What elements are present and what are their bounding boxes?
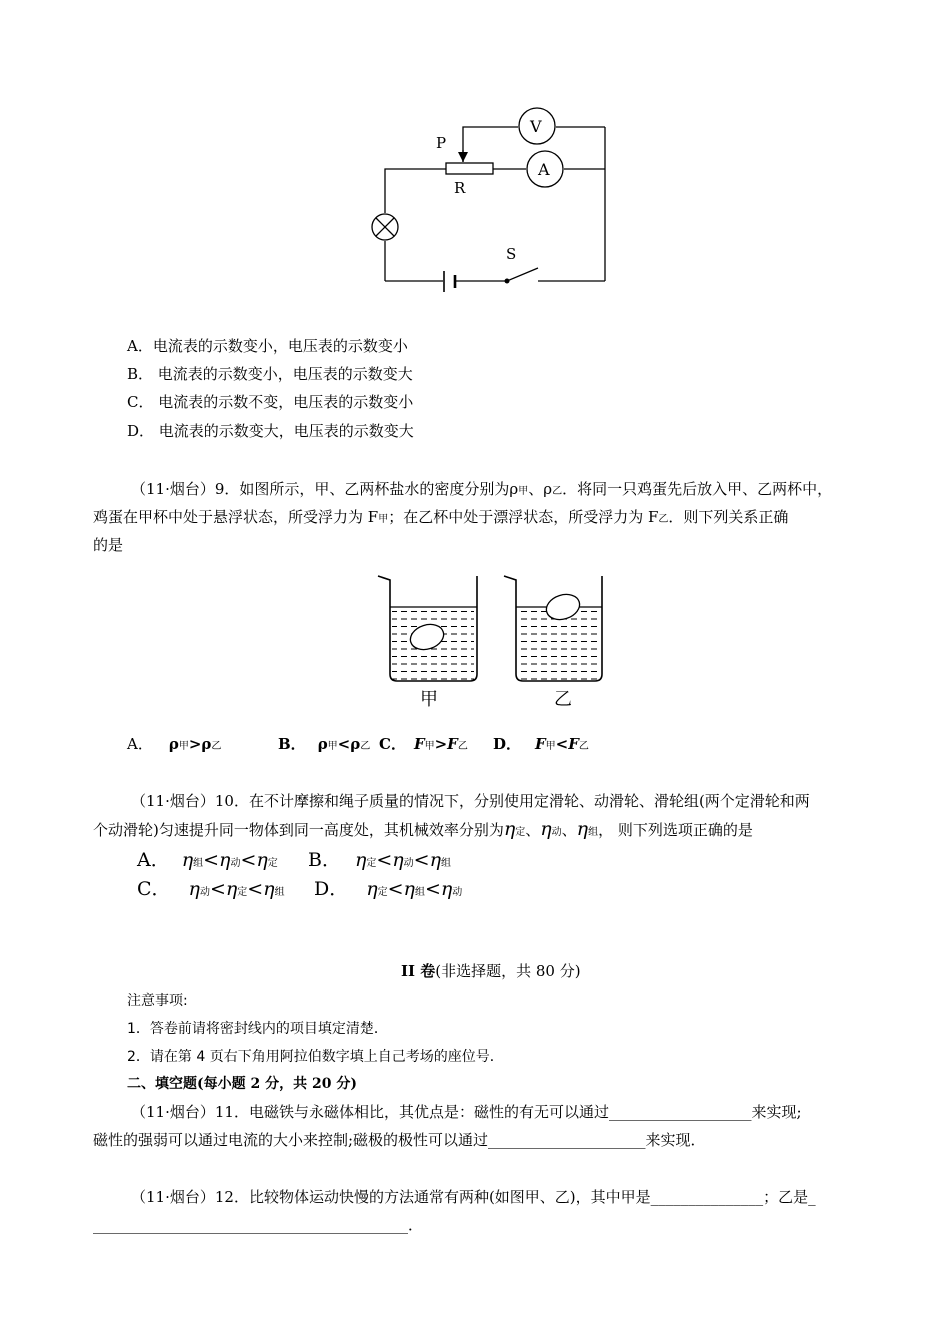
- notice-heading: 注意事项:: [127, 993, 188, 1009]
- q10-option-d: D． η定<η组<η动: [314, 878, 463, 900]
- circuit-diagram: [360, 100, 620, 300]
- q10-option-c: C． η动<η定<η组: [137, 878, 285, 900]
- q8-option-a: A．电流表的示数变小，电压表的示数变小: [127, 337, 408, 355]
- beaker-yi: [504, 576, 602, 681]
- part2-title: II 卷(非选择题，共 80 分): [401, 962, 581, 980]
- notice-item-2: 2．请在第 4 页右下角用阿拉伯数字填上自己考场的座位号．: [127, 1049, 504, 1065]
- q11-line1: （11·烟台）11．电磁铁与永磁体相比，其优点是：磁性的有无可以通过___________________来实现;: [131, 1103, 802, 1121]
- q12-line2: __________________________________________．: [93, 1216, 424, 1234]
- q10-line1: （11·烟台）10．在不计摩擦和绳子质量的情况下，分别使用定滑轮、动滑轮、滑轮组(两个定滑轮和两: [131, 792, 810, 810]
- q12-line1: （11·烟台）12．比较物体运动快慢的方法通常有两种(如图甲、乙)，其中甲是_______________；乙是_: [131, 1188, 816, 1206]
- q8-option-d: D． 电流表的示数变大，电压表的示数变大: [127, 422, 414, 440]
- label-p: P: [436, 134, 447, 152]
- q9-option-c: C． F甲>F乙: [379, 735, 468, 753]
- beaker-diagram: [370, 570, 615, 715]
- label-r: R: [454, 179, 466, 197]
- q11-line2: 磁性的强弱可以通过电流的大小来控制;磁极的极性可以通过_____________________来实现．: [93, 1131, 706, 1149]
- q9-option-b: B． ρ甲<ρ乙: [278, 735, 371, 753]
- q8-option-b: B． 电流表的示数变小，电压表的示数变大: [127, 365, 413, 383]
- q9-line1: （11·烟台）9．如图所示，甲、乙两杯盐水的密度分别为ρ甲、ρ乙．将同一只鸡蛋先后放入甲、乙两杯中，: [131, 480, 833, 498]
- q8-option-c: C． 电流表的示数不变，电压表的示数变小: [127, 393, 414, 411]
- notice-item-1: 1．答卷前请将密封线内的项目填定清楚．: [127, 1021, 388, 1037]
- q10-option-b: B． η定<η动<η组: [308, 849, 451, 871]
- section-heading: 二、填空题(每小题 2 分，共 20 分): [127, 1076, 357, 1092]
- q9-option-d: D． F甲<F乙: [493, 735, 589, 753]
- q9-line2: 鸡蛋在甲杯中处于悬浮状态，所受浮力为 F甲；在乙杯中处于漂浮状态，所受浮力为 F乙．则下列关系正确: [93, 508, 789, 526]
- label-s: S: [506, 245, 517, 263]
- q9-option-a: A． ρ甲>ρ乙: [127, 735, 222, 753]
- q10-line2: 个动滑轮)匀速提升同一物体到同一高度处，其机械效率分别为η定、η动、η组， 则下列选项正确的是: [93, 818, 753, 840]
- label-v: V: [530, 117, 542, 136]
- q9-line3: 的是: [93, 536, 124, 554]
- label-a: A: [538, 160, 550, 179]
- q10-option-a: A． η组<η动<η定: [137, 849, 278, 871]
- cup-label-yi: 乙: [554, 689, 572, 710]
- cup-label-jia: 甲: [420, 689, 438, 710]
- beaker-jia: [378, 576, 477, 681]
